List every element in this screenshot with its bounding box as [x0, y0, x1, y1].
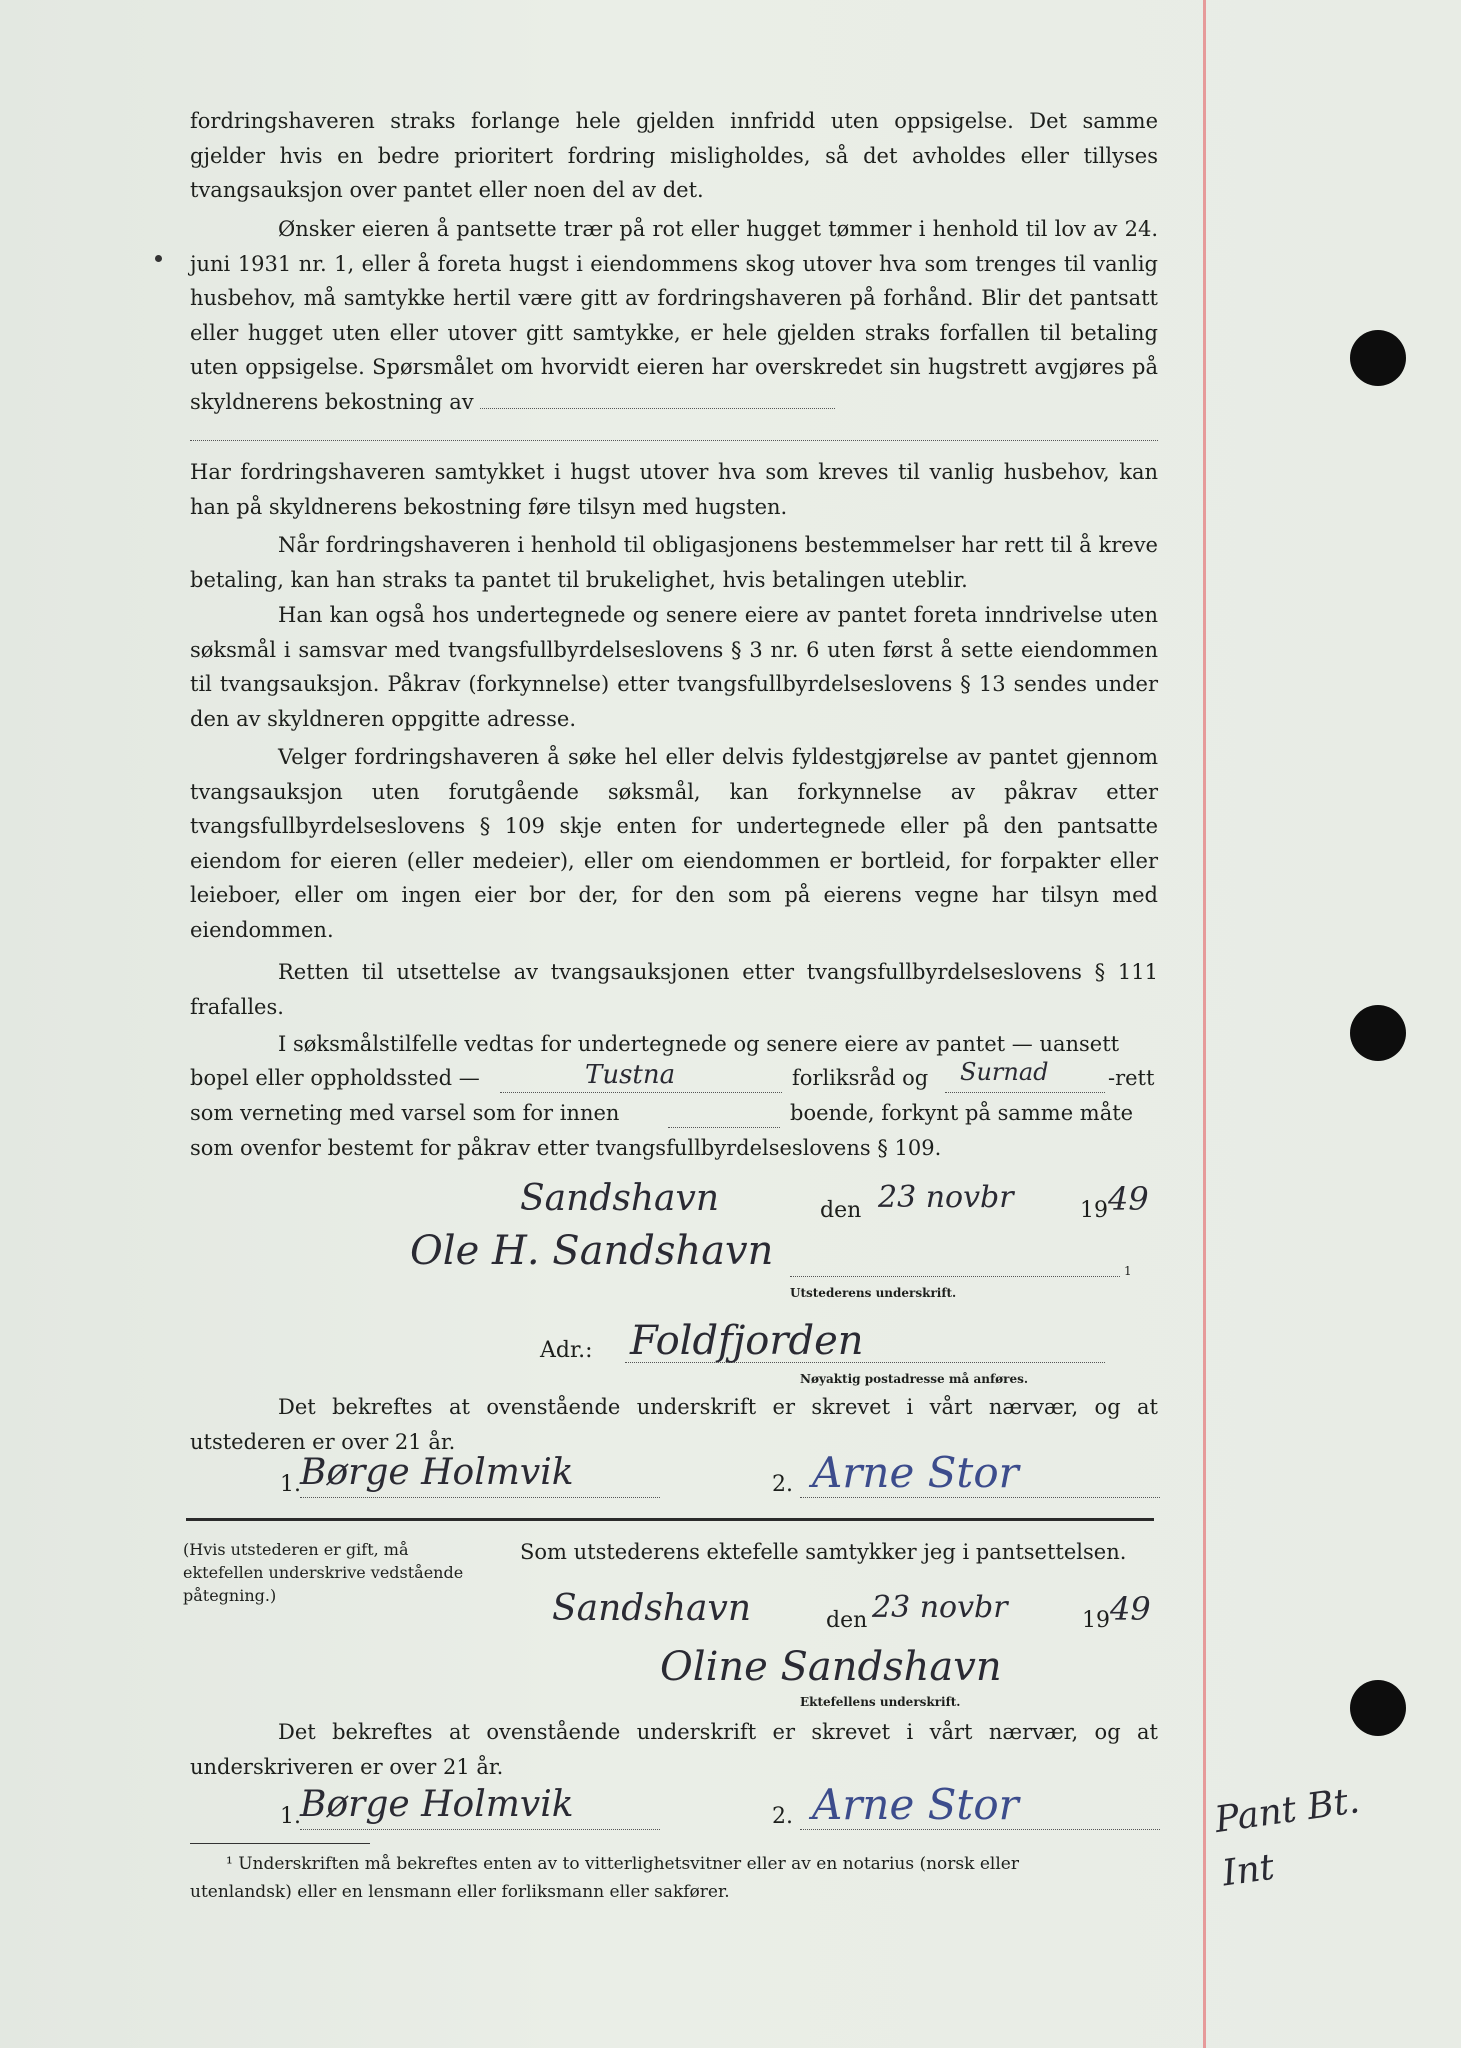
hw-witness-1-first: Børge Holmvik — [300, 1452, 574, 1493]
address-label: Adr.: — [540, 1338, 593, 1363]
footnote-text: ¹ Underskriften må bekreftes enten av to vitterlighetsvitner eller av en notarius (norsk eller utenlandsk) eller en lensmann eller forliksmann eller sakfører. — [190, 1854, 1019, 1902]
binder-hole-icon — [1350, 1680, 1406, 1736]
venue-blank-1 — [500, 1092, 782, 1093]
hw-issuer-date: 23 novbr — [878, 1180, 1014, 1215]
footnote-mark: 1 — [1124, 1264, 1132, 1278]
signature-line — [790, 1276, 1120, 1277]
footnote-rule — [190, 1843, 370, 1844]
hw-spouse-year: 49 — [1110, 1590, 1151, 1628]
margin-rule — [1203, 0, 1206, 2048]
signature-caption: Utstederens underskrift. — [790, 1286, 957, 1300]
spouse-consent: Som utstederens ektefelle samtykker jeg i pantsettelsen. — [520, 1540, 1127, 1564]
witness-1-line-2 — [800, 1497, 1160, 1498]
hw-spouse-signature: Oline Sandshavn — [660, 1644, 1002, 1690]
witness-1-num-2: 2. — [772, 1472, 793, 1497]
hw-address: Foldfjorden — [630, 1318, 864, 1364]
witness-2-num-1: 1. — [280, 1804, 301, 1829]
hw-witness-2-second: Arne Stor — [812, 1780, 1019, 1829]
hw-rett: Surnad — [960, 1058, 1049, 1086]
spouse-den-label: den — [826, 1608, 868, 1633]
paragraph-5: Han kan også hos undertegnede og senere eiere av pantet foreta inndrivelse uten søksmål i samsvar med tvangsfullbyrdelseslovens § 3 nr. 6 uten først å sette eiendommen til tvangsauksjon. Påkrav (forkynnelse) etter tvangsfullbyrdelseslovens § 13 sendes under den av skyldneren oppgitte adresse. — [190, 603, 1158, 731]
spouse-year-prefix: 19 — [1082, 1608, 1110, 1633]
forliksrad-label: forliksråd og — [792, 1066, 929, 1090]
witness-2-text: Det bekreftes at ovenstående underskrift er skrevet i vårt nærvær, og at underskriveren er over 21 år. — [190, 1720, 1158, 1779]
witness-1-line-1 — [300, 1497, 660, 1498]
paragraph-1: fordringshaveren straks forlange hele gjelden innfridd uten oppsigelse. Det samme gjelder hvis en bedre prioritert fordring misligholdes, så det avholdes eller tillyses tvangsauksjon over pantet eller noen del av det. — [190, 109, 1158, 202]
spouse-note: (Hvis utstederen er gift, må ektefellen underskrive vedstående påtegning.) — [183, 1540, 464, 1605]
paragraph-2 — [190, 212, 1158, 419]
binder-hole-icon — [1350, 1005, 1406, 1061]
paragraph-8: I søksmålstilfelle vedtas for undertegnede og senere eiere av pantet — uansett — [278, 1032, 1120, 1056]
issuer-den-label: den — [820, 1198, 862, 1223]
witness-1-num-1: 1. — [280, 1472, 301, 1497]
venue-prefix: bopel eller oppholdssted — — [190, 1066, 480, 1090]
hw-spouse-place: Sandshavn — [552, 1588, 752, 1629]
paragraph-4: Når fordringshaveren i henhold til obligasjonens bestemmelser har rett til å kreve betaling, kan han straks ta pantet til brukelighet, hvis betalingen uteblir. — [190, 533, 1158, 592]
dotted-blank — [480, 408, 835, 409]
witness-2-num-2: 2. — [772, 1804, 793, 1829]
paragraph-7: Retten til utsettelse av tvangsauksjonen etter tvangsfullbyrdelseslovens § 111 frafalles. — [190, 960, 1158, 1019]
hw-witness-2-first: Børge Holmvik — [300, 1784, 574, 1825]
witness-2-line-1 — [300, 1829, 660, 1830]
hw-issuer-signature: Ole H. Sandshavn — [410, 1228, 774, 1274]
witness-1-text: Det bekreftes at ovenstående underskrift er skrevet i vårt nærvær, og at utstederen er over 21 år. — [190, 1395, 1158, 1454]
hw-spouse-date: 23 novbr — [872, 1590, 1008, 1625]
address-caption: Nøyaktig postadresse må anføres. — [800, 1372, 1029, 1386]
ink-dot — [155, 255, 162, 262]
venue-line-4: som ovenfor bestemt for påkrav etter tvangsfullbyrdelseslovens § 109. — [190, 1136, 942, 1160]
hw-issuer-place: Sandshavn — [520, 1178, 720, 1219]
venue-blank-3 — [668, 1127, 780, 1128]
paragraph-2-text: Ønsker eieren å pantsette trær på rot eller hugget tømmer i henhold til lov av 24. juni 1931 nr. 1, eller å foreta hugst i eiendommens skog utover hva som trenges til vanlig husbehov, må samtykke hertil være gitt av fordringshaveren på forhånd. Blir det pantsatt eller hugget uten eller utover gitt samtykke, er hele gjelden straks forfallen til betaling uten oppsigelse. Spørsmålet om hvorvidt eieren har overskredet sin hugstrett avgjøres på skyldnerens bekostning av — [190, 217, 1158, 414]
hw-margin-note: Pant Bt. Int — [1212, 1780, 1363, 1895]
hw-forliksrad: Tustna — [585, 1060, 676, 1090]
venue-line-3-suffix: boende, forkynt på samme måte — [790, 1101, 1134, 1125]
paragraph-3: Har fordringshaveren samtykket i hugst utover hva som kreves til vanlig husbehov, kan han på skyldnerens bekostning føre tilsyn med hugsten. — [190, 460, 1158, 519]
hw-issuer-year: 49 — [1108, 1180, 1149, 1218]
address-line — [625, 1362, 1105, 1363]
section-divider — [186, 1518, 1154, 1521]
binder-hole-icon — [1350, 330, 1406, 386]
dotted-blank-line — [190, 440, 1158, 441]
spouse-signature-caption: Ektefellens underskrift. — [800, 1695, 961, 1709]
hw-witness-1-second: Arne Stor — [812, 1448, 1019, 1497]
venue-line-3-prefix: som verneting med varsel som for innen — [190, 1101, 620, 1125]
issuer-year-prefix: 19 — [1080, 1198, 1108, 1223]
witness-2-line-2 — [800, 1829, 1160, 1830]
rett-label: -rett — [1108, 1066, 1155, 1090]
venue-blank-2 — [945, 1092, 1105, 1093]
paragraph-2-wrap — [190, 212, 1158, 419]
paragraph-6: Velger fordringshaveren å søke hel eller delvis fyldestgjørelse av pantet gjennom tvangsauksjon uten forutgående søksmål, kan forkynnelse av påkrav etter tvangsfullbyrdelseslovens § 109 skje enten for undertegnede eller på den pantsatte eiendom for eieren (eller medeier), eller om eiendommen er bortleid, for forpakter eller leieboer, eller om ingen eier bor der, for den som på eierens vegne har tilsyn med eiendommen. — [190, 745, 1158, 942]
